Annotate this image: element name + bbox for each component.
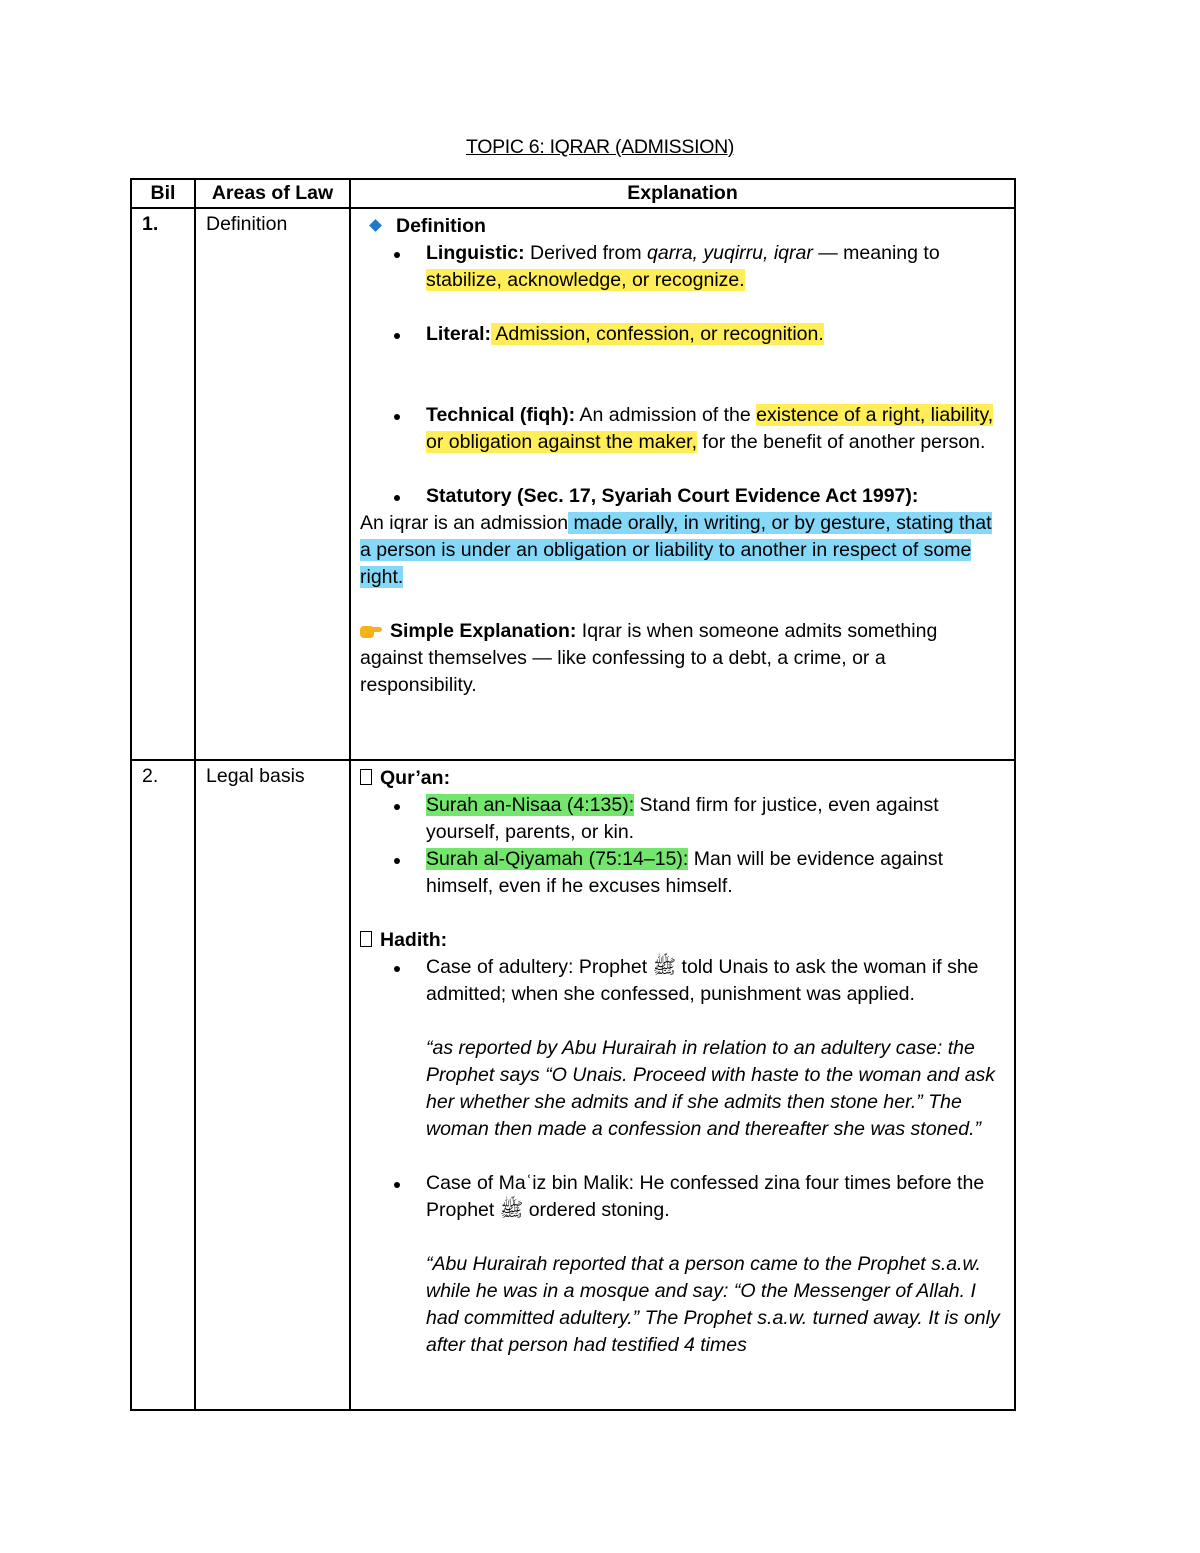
- highlight-yellow: Admission, confession, or recognition.: [491, 323, 824, 345]
- blue-diamond-icon: [369, 219, 382, 232]
- hadith-quote: “as reported by Abu Hurairah in relation to an adultery case: the Prophet says “O Unais. Proceed with haste to the woman and ask her whether she admits and if she admits then stone her.” The woman then made a confession and thereafter she was stoned.”: [426, 1037, 996, 1140]
- hadith-quote: “Abu Hurairah reported that a person came to the Prophet s.a.w. while he was in a mosque and say: “O the Messenger of Allah. I had committed adultery.” The Prophet s.a.w. turned away. It is only after that person had testified 4 times: [426, 1253, 1000, 1356]
- row-area: Definition: [195, 208, 350, 760]
- hadith-heading: Hadith:: [360, 927, 1004, 954]
- highlight-yellow: stabilize, acknowledge, or recognize.: [426, 269, 745, 291]
- table-header-row: [131, 179, 1015, 208]
- list-item: Technical (fiqh): An admission of the existence of a right, liability, or obligation against the maker, for the benefit of another person.: [360, 402, 1004, 456]
- statutory-text: An iqrar is an admission made orally, in writing, or by gesture, stating that a person is under an obligation or liability to another in respect of some right.: [360, 512, 992, 588]
- table-row: [131, 760, 1015, 1410]
- list-item: Literal: Admission, confession, or recognition.: [360, 321, 1004, 348]
- row-explanation: [350, 208, 1015, 760]
- pointing-hand-icon: [360, 623, 382, 639]
- highlight-blue: made orally, in writing, or by gesture, stating that a person is under an obligation or liability to another in respect of some right.: [360, 512, 992, 588]
- row-explanation: [350, 760, 1015, 1410]
- header-explanation: Explanation: [350, 179, 1015, 208]
- list-item: Statutory (Sec. 17, Syariah Court Evidence Act 1997):: [360, 483, 1004, 510]
- box-glyph-icon: [360, 931, 372, 947]
- simple-explanation: Simple Explanation: Iqrar is when someone admits something against themselves — like confessing to a debt, a crime, or a responsibility.: [360, 620, 938, 696]
- table-row: [131, 208, 1015, 760]
- highlight-green: Surah an-Nisaa (4:135):: [426, 794, 635, 816]
- definition-heading: Definition: [360, 213, 1004, 240]
- box-glyph-icon: [360, 769, 372, 785]
- header-areas-of-law: Areas of Law: [195, 179, 350, 208]
- list-item: Surah an-Nisaa (4:135): Stand firm for justice, even against yourself, parents, or kin.: [360, 792, 1004, 846]
- quran-heading: Qur’an:: [360, 765, 1004, 792]
- list-item: Case of Maʿiz bin Malik: He confessed zina four times before the Prophet ﷺ ordered stoning.: [360, 1170, 1004, 1224]
- header-bil: Bil: [131, 179, 195, 208]
- list-item: Surah al-Qiyamah (75:14–15): Man will be evidence against himself, even if he excuses himself.: [360, 846, 1004, 900]
- highlight-green: Surah al-Qiyamah (75:14–15):: [426, 848, 689, 870]
- row-area: Legal basis: [195, 760, 350, 1410]
- row-number: 1.: [131, 208, 195, 760]
- row-number: 2.: [131, 760, 195, 1410]
- highlight-yellow: existence of a right, liability, or obligation against the maker,: [426, 404, 994, 453]
- list-item: Linguistic: Derived from qarra, yuqirru, iqrar — meaning to stabilize, acknowledge, or recognize.: [360, 240, 1004, 294]
- list-item: Case of adultery: Prophet ﷺ told Unais to ask the woman if she admitted; when she confessed, punishment was applied.: [360, 954, 1004, 1008]
- iqrar-table: [130, 178, 1016, 1411]
- page-title: TOPIC 6: IQRAR (ADMISSION): [465, 136, 735, 158]
